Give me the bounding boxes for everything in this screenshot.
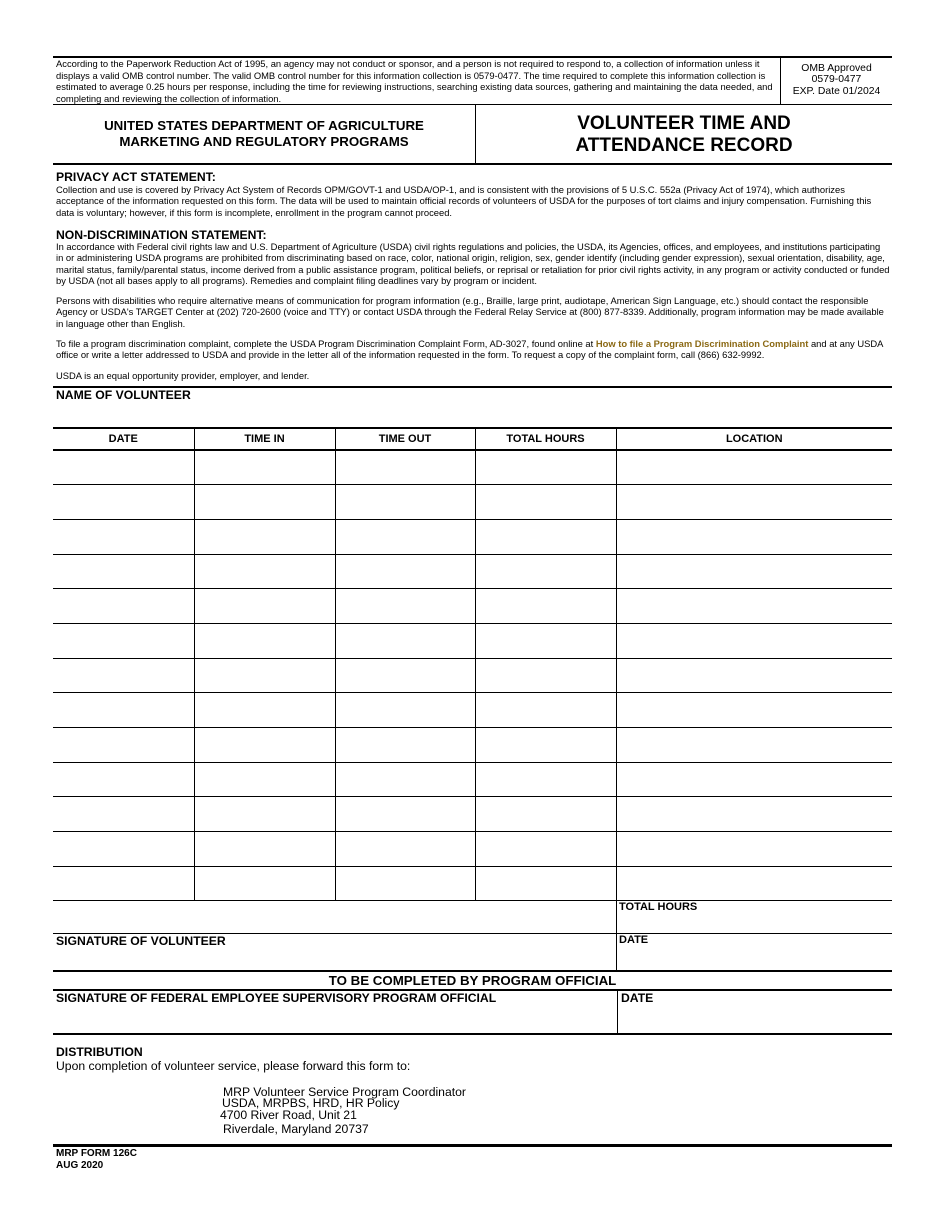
address-line-3: 4700 River Road, Unit 21	[220, 1108, 357, 1122]
total-hours-label: TOTAL HOURS	[619, 901, 698, 913]
form-date: AUG 2020	[56, 1160, 104, 1171]
date-cell[interactable]	[53, 623, 194, 658]
date-cell[interactable]	[53, 485, 194, 520]
privacy-text: Collection and use is covered by Privacy Act System of Records OPM/GOVT-1 and USDA/OP-1, and is consistent with the provisions of 5 U.S.C. 552a (Privacy Act of 1974), which authorizes acceptance of the information requested on this form. The data will be used to maintain official records of volunteers of USDA for the purposes of tort claims and injury compensation. Furnishing this data is voluntary; however, if this form is incomplete, enrollment in the program cannot proceed.	[56, 184, 872, 218]
table-row	[53, 728, 892, 763]
time-in-cell[interactable]	[194, 728, 335, 763]
total-hours-cell[interactable]	[475, 485, 616, 520]
volunteer-signature-label: SIGNATURE OF VOLUNTEER	[56, 934, 226, 948]
time-in-cell[interactable]	[194, 797, 335, 832]
form-title-line-2: ATTENDANCE RECORD	[575, 135, 793, 156]
location-cell[interactable]	[616, 623, 892, 658]
column-header-date: DATE	[53, 428, 194, 450]
address-line-4: Riverdale, Maryland 20737	[223, 1122, 369, 1136]
footer-rule	[53, 1144, 892, 1147]
date-cell[interactable]	[53, 866, 194, 901]
time-out-cell[interactable]	[335, 450, 475, 485]
omb-number: 0579-0477	[811, 74, 862, 86]
table-row	[53, 797, 892, 832]
table-bottom-edge	[53, 901, 892, 902]
volunteer-date-label: DATE	[619, 934, 649, 946]
table-header-row	[53, 428, 892, 450]
address-line-1: MRP Volunteer Service Program Coordinator	[223, 1085, 466, 1099]
official-section-rule	[53, 1033, 892, 1035]
location-cell[interactable]	[616, 485, 892, 520]
address-line-2: USDA, MRPBS, HRD, HR Policy	[222, 1096, 400, 1110]
form-identifier	[56, 1148, 137, 1172]
agency-name	[53, 105, 475, 163]
table-row	[53, 762, 892, 797]
header-rule	[53, 163, 892, 165]
time-in-cell[interactable]	[194, 693, 335, 728]
omb-approved-label: OMB Approved	[801, 63, 872, 74]
distribution-title: DISTRIBUTION	[56, 1045, 143, 1059]
total-hours-cell[interactable]	[475, 658, 616, 693]
total-hours-cell[interactable]	[475, 519, 616, 554]
total-hours-cell[interactable]	[475, 866, 616, 901]
location-cell[interactable]	[616, 693, 892, 728]
location-cell[interactable]	[616, 762, 892, 797]
location-cell[interactable]	[616, 797, 892, 832]
form-title-line-1: VOLUNTEER TIME AND	[577, 113, 791, 134]
official-signature-field[interactable]	[56, 1007, 614, 1033]
total-hours-cell[interactable]	[475, 728, 616, 763]
paperwork-notice: According to the Paperwork Reduction Act of 1995, an agency may not conduct or sponsor, and a person is not required to respond to, a collection of information unless it displays a valid OMB control number. The valid OMB control number for this information collection is 0579-0477. The time required to complete this information collection is estimated to average 0.25 hours per response, including the time for reviewing instructions, searching existing data sources, gathering and maintaining the data needed, and completing and reviewing the collection of information.	[56, 58, 773, 104]
table-row	[53, 450, 892, 485]
table-row	[53, 623, 892, 658]
time-out-cell[interactable]	[335, 519, 475, 554]
total-hours-cell[interactable]	[475, 832, 616, 867]
official-date-label: DATE	[621, 991, 654, 1005]
agency-line-1: UNITED STATES DEPARTMENT OF AGRICULTURE	[104, 118, 424, 133]
date-cell[interactable]	[53, 589, 194, 624]
complaint-text-after: and at any USDA office or write a letter addressed to USDA and provide in the letter all of the information requested in the form. To request a copy of the complaint form, call (866) 632-9992.	[56, 338, 883, 361]
total-hours-cell[interactable]	[475, 450, 616, 485]
table-row	[53, 485, 892, 520]
time-out-cell[interactable]	[335, 658, 475, 693]
table-row	[53, 589, 892, 624]
date-cell[interactable]	[53, 519, 194, 554]
time-out-cell[interactable]	[335, 728, 475, 763]
location-cell[interactable]	[616, 519, 892, 554]
volunteer-date-field[interactable]	[617, 948, 892, 970]
total-hours-cell[interactable]	[475, 693, 616, 728]
column-header-time-in: TIME IN	[194, 428, 335, 450]
time-in-cell[interactable]	[194, 762, 335, 797]
time-out-cell[interactable]	[335, 797, 475, 832]
location-cell[interactable]	[616, 658, 892, 693]
volunteer-name-field[interactable]	[260, 390, 890, 424]
location-cell[interactable]	[616, 866, 892, 901]
location-cell[interactable]	[616, 589, 892, 624]
omb-approval-box	[780, 57, 892, 104]
time-out-cell[interactable]	[335, 832, 475, 867]
time-in-cell[interactable]	[194, 832, 335, 867]
official-date-field[interactable]	[619, 1007, 891, 1033]
nondiscrimination-para-3	[56, 338, 890, 361]
time-out-cell[interactable]	[335, 485, 475, 520]
time-in-cell[interactable]	[194, 589, 335, 624]
omb-exp-date: EXP. Date 01/2024	[792, 85, 881, 97]
time-out-cell[interactable]	[335, 589, 475, 624]
table-footer-band	[53, 901, 892, 902]
volunteer-signature-field[interactable]	[56, 950, 614, 970]
location-cell[interactable]	[616, 832, 892, 867]
date-cell[interactable]	[53, 762, 194, 797]
total-hours-cell[interactable]	[475, 623, 616, 658]
time-out-cell[interactable]	[335, 623, 475, 658]
date-cell[interactable]	[53, 832, 194, 867]
privacy-title: PRIVACY ACT STATEMENT:	[56, 170, 216, 184]
complaint-link[interactable]: How to file a Program Discrimination Complaint	[595, 338, 809, 349]
table-row	[53, 832, 892, 867]
program-official-banner: TO BE COMPLETED BY PROGRAM OFFICIAL	[328, 973, 617, 988]
location-cell[interactable]	[616, 450, 892, 485]
form-number: MRP FORM 126C	[56, 1148, 137, 1159]
time-in-cell[interactable]	[194, 485, 335, 520]
time-log-table	[53, 427, 892, 901]
time-in-cell[interactable]	[194, 554, 335, 589]
total-hours-cell[interactable]	[475, 589, 616, 624]
complaint-text-before: To file a program discrimination complaint, complete the USDA Program Discrimination Complaint Form, AD-3027, found online at	[56, 338, 596, 349]
official-signature-label: SIGNATURE OF FEDERAL EMPLOYEE SUPERVISORY PROGRAM OFFICIAL	[56, 991, 497, 1005]
time-out-cell[interactable]	[335, 762, 475, 797]
date-cell[interactable]	[53, 554, 194, 589]
distribution-text: Upon completion of volunteer service, please forward this form to:	[56, 1059, 411, 1073]
table-row	[53, 519, 892, 554]
date-cell[interactable]	[53, 658, 194, 693]
total-hours-cell[interactable]	[475, 554, 616, 589]
table-row	[53, 554, 892, 589]
time-out-cell[interactable]	[335, 554, 475, 589]
table-row	[53, 658, 892, 693]
nondiscrimination-title: NON-DISCRIMINATION STATEMENT:	[56, 228, 267, 242]
time-in-cell[interactable]	[194, 658, 335, 693]
time-in-cell[interactable]	[194, 623, 335, 658]
location-cell[interactable]	[616, 554, 892, 589]
total-hours-cell[interactable]	[475, 797, 616, 832]
total-hours-cell[interactable]	[475, 762, 616, 797]
volunteer-name-label: NAME OF VOLUNTEER	[56, 388, 191, 402]
time-in-cell[interactable]	[194, 866, 335, 901]
date-cell[interactable]	[53, 797, 194, 832]
date-cell[interactable]	[53, 693, 194, 728]
time-in-cell[interactable]	[194, 519, 335, 554]
official-divider	[617, 991, 618, 1034]
time-in-cell[interactable]	[194, 450, 335, 485]
time-out-cell[interactable]	[335, 693, 475, 728]
date-cell[interactable]	[53, 728, 194, 763]
location-cell[interactable]	[616, 728, 892, 763]
nondiscrimination-para-2: Persons with disabilities who require alternative means of communication for program information (e.g., Braille, large print, audiotape, American Sign Language, etc.) should contact the responsible Agency or USDA's TARGET Center at (202) 720-2600 (voice and TTY) or contact USDA through the Federal Relay Service at (800) 877-8339. Additionally, program information may be made available in language other than English.	[56, 295, 884, 329]
nondiscrimination-para-1: In accordance with Federal civil rights law and U.S. Department of Agriculture (USDA) civil rights regulations and policies, the USDA, its Agencies, offices, and employees, and institutions participating in or administering USDA programs are prohibited from discriminating based on race, color, national origin, religion, sex, gender identify (including gender expression), sexual orientation, disability, age, marital status, family/parental status, income derived from a public assistance program, political beliefs, or reprisal or retaliation for prior civil rights activity, in any program or activity conducted or funded by USDA (not all bases apply to all programs). Remedies and complaint filing deadlines vary by program or incident.	[56, 241, 890, 286]
table-row	[53, 693, 892, 728]
column-header-total-hours: TOTAL HOURS	[475, 428, 616, 450]
table-row	[53, 866, 892, 901]
agency-line-2: MARKETING AND REGULATORY PROGRAMS	[119, 134, 409, 149]
column-header-time-out: TIME OUT	[335, 428, 475, 450]
total-hours-field[interactable]	[617, 915, 892, 933]
time-out-cell[interactable]	[335, 866, 475, 901]
form-title	[476, 105, 892, 163]
equal-opportunity-statement: USDA is an equal opportunity provider, employer, and lender.	[56, 370, 310, 381]
date-cell[interactable]	[53, 450, 194, 485]
column-header-location: LOCATION	[616, 428, 892, 450]
